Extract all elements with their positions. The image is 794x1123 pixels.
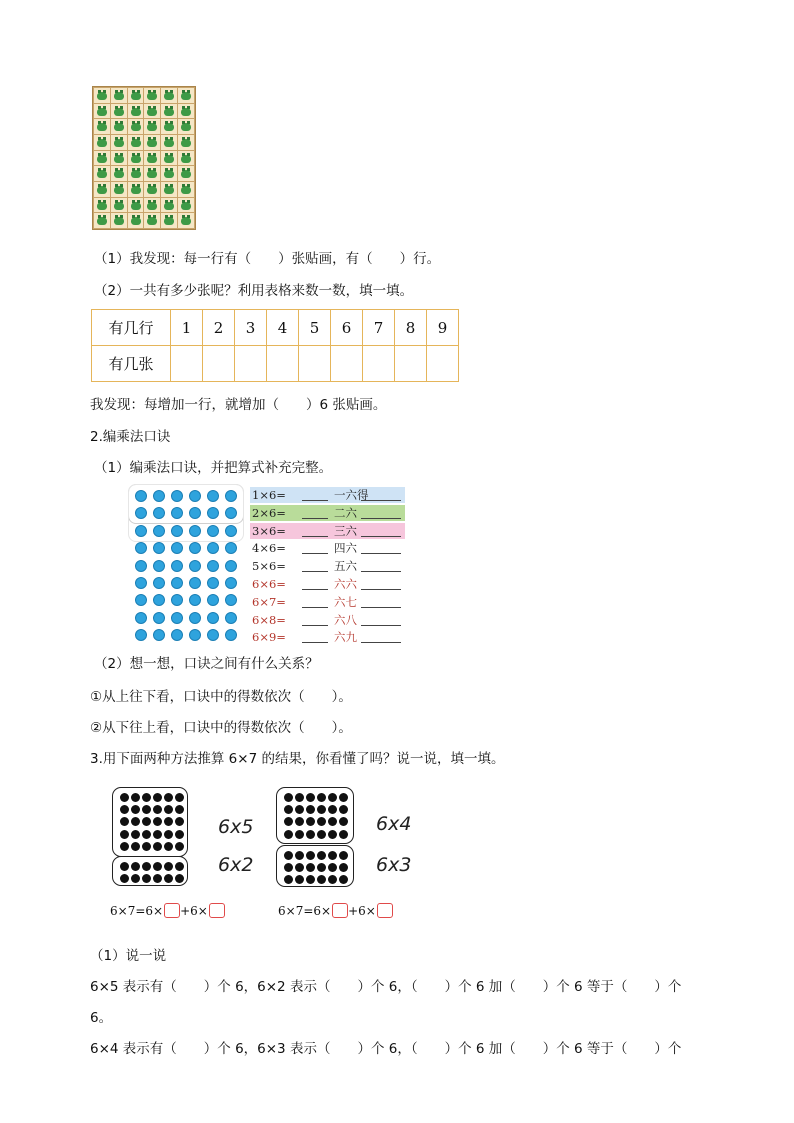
black-dot	[164, 874, 173, 883]
table-cell: 4	[267, 310, 299, 346]
black-dot	[164, 830, 173, 839]
blue-dot	[207, 594, 219, 606]
frog-sticker	[144, 151, 160, 166]
q1-line1: （1）我发现：每一行有（ ）张贴画，有（ ）行。	[94, 251, 441, 267]
eq-right-mid: +6×	[348, 904, 376, 918]
frog-sticker	[178, 151, 194, 166]
frog-sticker	[144, 104, 160, 119]
rule-strip	[250, 487, 405, 503]
blue-dot	[207, 490, 219, 502]
black-dot	[153, 805, 162, 814]
black-dot	[131, 874, 140, 883]
black-dot	[131, 862, 140, 871]
black-dot	[164, 842, 173, 851]
frog-sticker	[144, 198, 160, 213]
black-dot	[131, 805, 140, 814]
frog-sticker	[111, 151, 127, 166]
dot-block-6x2	[112, 856, 188, 886]
black-dot	[153, 817, 162, 826]
black-dot	[295, 863, 304, 872]
blue-dot	[225, 577, 237, 589]
black-dot	[131, 830, 140, 839]
black-dot	[142, 817, 151, 826]
frog-sticker	[144, 88, 160, 103]
frog-sticker	[94, 88, 110, 103]
strip-equation: 4×6=	[252, 541, 286, 556]
q3-line-a: 6×5 表示有（ ）个 6，6×2 表示（ ）个 6，（ ）个 6 加（ ）个 6 等于（ ）个	[90, 979, 682, 995]
frog-sticker	[94, 135, 110, 150]
strip-rule: 四六	[334, 541, 357, 556]
black-dot	[164, 805, 173, 814]
answer-cell[interactable]	[267, 346, 299, 382]
strip-rule: 一六得	[334, 488, 369, 502]
frog-sticker	[161, 213, 177, 228]
equation-right	[278, 903, 393, 919]
frog-sticker	[128, 198, 144, 213]
black-dot	[120, 805, 129, 814]
black-dot	[328, 863, 337, 872]
rows-count-table	[91, 309, 459, 382]
table-cell: 1	[171, 310, 203, 346]
answer-cell[interactable]	[171, 346, 203, 382]
eq-left-mid: +6×	[180, 904, 208, 918]
black-dot	[164, 817, 173, 826]
black-dot	[339, 863, 348, 872]
black-dot	[153, 842, 162, 851]
black-dot	[142, 830, 151, 839]
frog-sticker	[161, 135, 177, 150]
q1-finding: 我发现：每增加一行，就增加（ ）6 张贴画。	[90, 397, 387, 413]
strip-equation: 3×6=	[252, 523, 286, 538]
blue-dot	[225, 525, 237, 537]
black-dot	[131, 793, 140, 802]
blue-dot	[171, 594, 183, 606]
frog-sticker	[94, 182, 110, 197]
q2-title: 2.编乘法口诀	[90, 429, 171, 445]
frog-sticker	[128, 104, 144, 119]
frog-sticker	[111, 104, 127, 119]
frog-sticker	[144, 166, 160, 181]
blue-dot	[135, 577, 147, 589]
black-dot	[339, 805, 348, 814]
dot-block-6x4	[276, 787, 354, 844]
blue-dot	[153, 525, 165, 537]
rule-blank[interactable]	[361, 553, 401, 554]
product-blank[interactable]	[302, 500, 328, 501]
q3-line-b: 6×4 表示有（ ）个 6，6×3 表示（ ）个 6，（ ）个 6 加（ ）个 6 等于（ ）个	[90, 1041, 682, 1057]
table-cell: 5	[299, 310, 331, 346]
blue-dot	[171, 490, 183, 502]
black-dot	[175, 842, 184, 851]
black-dot	[328, 851, 337, 860]
blue-dot	[207, 560, 219, 572]
strip-equation: 5×6=	[252, 559, 286, 574]
black-dot	[317, 805, 326, 814]
strip-rule: 二六	[334, 505, 357, 520]
dot-block-6x5	[112, 787, 188, 857]
answer-cell[interactable]	[235, 346, 267, 382]
frog-sticker	[111, 213, 127, 228]
black-dot	[153, 793, 162, 802]
frog-sticker	[161, 88, 177, 103]
dot-block-6x3	[276, 845, 354, 887]
rule-strip	[250, 540, 405, 556]
product-blank[interactable]	[302, 589, 328, 590]
blue-dot	[135, 525, 147, 537]
rule-blank[interactable]	[361, 607, 401, 608]
blue-dot	[153, 490, 165, 502]
black-dot	[131, 817, 140, 826]
black-dot	[306, 830, 315, 839]
blue-dot	[225, 594, 237, 606]
black-dot	[328, 817, 337, 826]
strip-equation: 6×6=	[252, 577, 286, 591]
blue-dot	[207, 542, 219, 554]
black-dot	[175, 793, 184, 802]
table-cell: 9	[427, 310, 459, 346]
black-dot	[284, 817, 293, 826]
frog-sticker	[178, 119, 194, 134]
blue-dot	[171, 525, 183, 537]
black-dot	[317, 851, 326, 860]
blue-dot	[225, 490, 237, 502]
black-dot	[295, 817, 304, 826]
sticker-grid	[92, 86, 196, 230]
q3-title: 3.用下面两种方法推算 6×7 的结果，你看懂了吗？说一说，填一填。	[90, 751, 505, 767]
black-dot	[339, 793, 348, 802]
q3-subtitle: （1）说一说	[90, 948, 167, 964]
answer-cell[interactable]	[395, 346, 427, 382]
black-dot	[153, 830, 162, 839]
black-dot	[142, 842, 151, 851]
rule-strip	[250, 576, 405, 592]
strip-rule: 六六	[334, 577, 357, 591]
blue-dot	[171, 612, 183, 624]
frog-sticker	[128, 166, 144, 181]
label-6x4: 6x4	[376, 813, 412, 835]
black-dot	[306, 851, 315, 860]
strip-rule: 三六	[334, 523, 357, 538]
frog-sticker	[161, 104, 177, 119]
product-blank[interactable]	[302, 642, 328, 643]
black-dot	[120, 793, 129, 802]
answer-cell[interactable]	[203, 346, 235, 382]
blue-dot	[189, 490, 201, 502]
eq-left-prefix: 6×7=6×	[110, 904, 164, 918]
strip-equation: 6×9=	[252, 630, 286, 645]
q2-line2: （2）想一想，口诀之间有什么关系？	[94, 656, 319, 672]
black-dot	[120, 862, 129, 871]
black-dot	[295, 875, 304, 884]
label-6x2: 6x2	[218, 854, 254, 876]
frog-sticker	[161, 119, 177, 134]
frog-sticker	[178, 166, 194, 181]
blue-dot	[207, 525, 219, 537]
blue-dot	[207, 629, 219, 641]
strip-rule: 六八	[334, 612, 357, 627]
rule-blank[interactable]	[361, 571, 401, 572]
black-dot	[131, 842, 140, 851]
blue-dot	[189, 594, 201, 606]
rule-blank[interactable]	[361, 518, 401, 519]
black-dot	[284, 863, 293, 872]
blue-dot	[189, 525, 201, 537]
strip-equation: 6×8=	[252, 612, 286, 627]
blue-dot	[171, 577, 183, 589]
blue-dot	[189, 612, 201, 624]
rule-strip	[250, 629, 405, 645]
frog-sticker	[178, 182, 194, 197]
frog-sticker	[144, 119, 160, 134]
label-6x3: 6x3	[376, 854, 412, 876]
blue-dot	[153, 542, 165, 554]
strip-rule: 六七	[334, 594, 357, 609]
blue-dot	[189, 560, 201, 572]
blue-dot	[207, 577, 219, 589]
answer-box[interactable]	[209, 903, 225, 918]
frog-sticker	[144, 213, 160, 228]
frog-sticker	[178, 198, 194, 213]
answer-box[interactable]	[164, 903, 180, 918]
frog-sticker	[111, 119, 127, 134]
black-dot	[317, 830, 326, 839]
blue-dot	[135, 542, 147, 554]
blue-dot	[225, 542, 237, 554]
frog-sticker	[94, 104, 110, 119]
frog-sticker	[111, 198, 127, 213]
black-dot	[142, 874, 151, 883]
blue-dot	[189, 577, 201, 589]
frog-sticker	[128, 151, 144, 166]
black-dot	[317, 863, 326, 872]
black-dot	[284, 793, 293, 802]
row-label-rows: 有几行	[92, 310, 171, 346]
black-dot	[120, 874, 129, 883]
rule-blank[interactable]	[361, 625, 401, 626]
blue-dot	[135, 560, 147, 572]
product-blank[interactable]	[302, 607, 328, 608]
blue-dot	[225, 629, 237, 641]
blue-dot	[135, 612, 147, 624]
frog-sticker	[128, 213, 144, 228]
black-dot	[306, 817, 315, 826]
answer-cell[interactable]	[427, 346, 459, 382]
table-cell: 3	[235, 310, 267, 346]
black-dot	[306, 875, 315, 884]
black-dot	[142, 862, 151, 871]
q1-line2: （2）一共有多少张呢？利用表格来数一数，填一填。	[94, 283, 414, 299]
black-dot	[142, 805, 151, 814]
black-dot	[339, 875, 348, 884]
black-dot	[317, 875, 326, 884]
black-dot	[120, 842, 129, 851]
frog-sticker	[111, 135, 127, 150]
frog-sticker	[144, 182, 160, 197]
blue-dot	[153, 612, 165, 624]
table-row	[92, 346, 459, 382]
q3-line-a2: 6。	[90, 1010, 113, 1026]
table-cell: 6	[331, 310, 363, 346]
frog-sticker	[178, 135, 194, 150]
equation-left	[110, 903, 225, 919]
frog-sticker	[111, 182, 127, 197]
blue-dot	[153, 629, 165, 641]
black-dot	[328, 805, 337, 814]
rule-blank[interactable]	[361, 536, 401, 537]
black-dot	[175, 817, 184, 826]
row-label-count: 有几张	[92, 346, 171, 382]
frog-sticker	[128, 135, 144, 150]
strip-rule: 六九	[334, 630, 357, 645]
blue-dot	[189, 629, 201, 641]
strip-equation: 1×6=	[252, 488, 286, 502]
frog-sticker	[94, 166, 110, 181]
blue-dot	[153, 577, 165, 589]
frog-sticker	[128, 182, 144, 197]
rule-strip	[250, 612, 405, 628]
black-dot	[120, 830, 129, 839]
black-dot	[175, 805, 184, 814]
strip-rule: 五六	[334, 559, 357, 574]
black-dot	[328, 875, 337, 884]
black-dot	[317, 793, 326, 802]
rule-strip	[250, 523, 405, 539]
blue-dot	[135, 594, 147, 606]
black-dot	[317, 817, 326, 826]
blue-dot	[225, 560, 237, 572]
q2-line1: （1）编乘法口诀，并把算式补充完整。	[94, 460, 333, 476]
frog-sticker	[161, 198, 177, 213]
q2-line4: ②从下往上看，口诀中的得数依次（ ）。	[90, 720, 352, 736]
black-dot	[120, 817, 129, 826]
frog-sticker	[94, 151, 110, 166]
rule-strip	[250, 594, 405, 610]
black-dot	[295, 830, 304, 839]
product-blank[interactable]	[302, 536, 328, 537]
frog-sticker	[178, 88, 194, 103]
black-dot	[175, 874, 184, 883]
table-row	[92, 310, 459, 346]
blue-dot	[207, 612, 219, 624]
black-dot	[284, 851, 293, 860]
black-dot	[284, 805, 293, 814]
frog-sticker	[178, 104, 194, 119]
product-blank[interactable]	[302, 553, 328, 554]
frog-sticker	[161, 166, 177, 181]
black-dot	[328, 793, 337, 802]
eq-right-prefix: 6×7=6×	[278, 904, 332, 918]
black-dot	[339, 817, 348, 826]
frog-sticker	[161, 182, 177, 197]
frog-sticker	[161, 151, 177, 166]
blue-dot	[171, 560, 183, 572]
answer-box[interactable]	[332, 903, 348, 918]
rule-strip	[250, 558, 405, 574]
label-6x5: 6x5	[218, 816, 254, 838]
answer-cell[interactable]	[299, 346, 331, 382]
black-dot	[164, 862, 173, 871]
q2-line3: ①从上往下看，口诀中的得数依次（ ）。	[90, 689, 352, 705]
black-dot	[295, 805, 304, 814]
product-blank[interactable]	[302, 571, 328, 572]
frog-sticker	[94, 198, 110, 213]
frog-sticker	[94, 119, 110, 134]
black-dot	[164, 793, 173, 802]
black-dot	[175, 830, 184, 839]
black-dot	[295, 793, 304, 802]
blue-dot	[153, 594, 165, 606]
black-dot	[339, 830, 348, 839]
black-dot	[153, 862, 162, 871]
table-cell: 8	[395, 310, 427, 346]
answer-cell[interactable]	[363, 346, 395, 382]
table-cell: 2	[203, 310, 235, 346]
black-dot	[142, 793, 151, 802]
blue-dot	[135, 629, 147, 641]
blue-dot-array	[128, 484, 244, 646]
product-blank[interactable]	[302, 625, 328, 626]
rule-strip	[250, 505, 405, 521]
blue-dot	[189, 542, 201, 554]
frog-sticker	[144, 135, 160, 150]
black-dot	[306, 793, 315, 802]
frog-sticker	[128, 119, 144, 134]
blue-dot	[171, 542, 183, 554]
frog-sticker	[111, 166, 127, 181]
frog-sticker	[111, 88, 127, 103]
blue-dot	[225, 612, 237, 624]
black-dot	[153, 874, 162, 883]
strip-equation: 2×6=	[252, 505, 286, 520]
answer-box[interactable]	[377, 903, 393, 918]
black-dot	[284, 830, 293, 839]
frog-sticker	[128, 88, 144, 103]
blue-dot	[171, 629, 183, 641]
strip-equation: 6×7=	[252, 594, 286, 609]
black-dot	[284, 875, 293, 884]
black-dot	[175, 862, 184, 871]
black-dot	[295, 851, 304, 860]
rule-blank[interactable]	[361, 589, 401, 590]
answer-cell[interactable]	[331, 346, 363, 382]
frog-sticker	[94, 213, 110, 228]
frog-sticker	[178, 213, 194, 228]
rule-blank[interactable]	[361, 642, 401, 643]
black-dot	[328, 830, 337, 839]
black-dot	[306, 863, 315, 872]
black-dot	[339, 851, 348, 860]
rule-blank[interactable]	[361, 500, 401, 501]
black-dot	[306, 805, 315, 814]
blue-dot	[135, 490, 147, 502]
product-blank[interactable]	[302, 518, 328, 519]
table-cell: 7	[363, 310, 395, 346]
blue-dot	[153, 560, 165, 572]
